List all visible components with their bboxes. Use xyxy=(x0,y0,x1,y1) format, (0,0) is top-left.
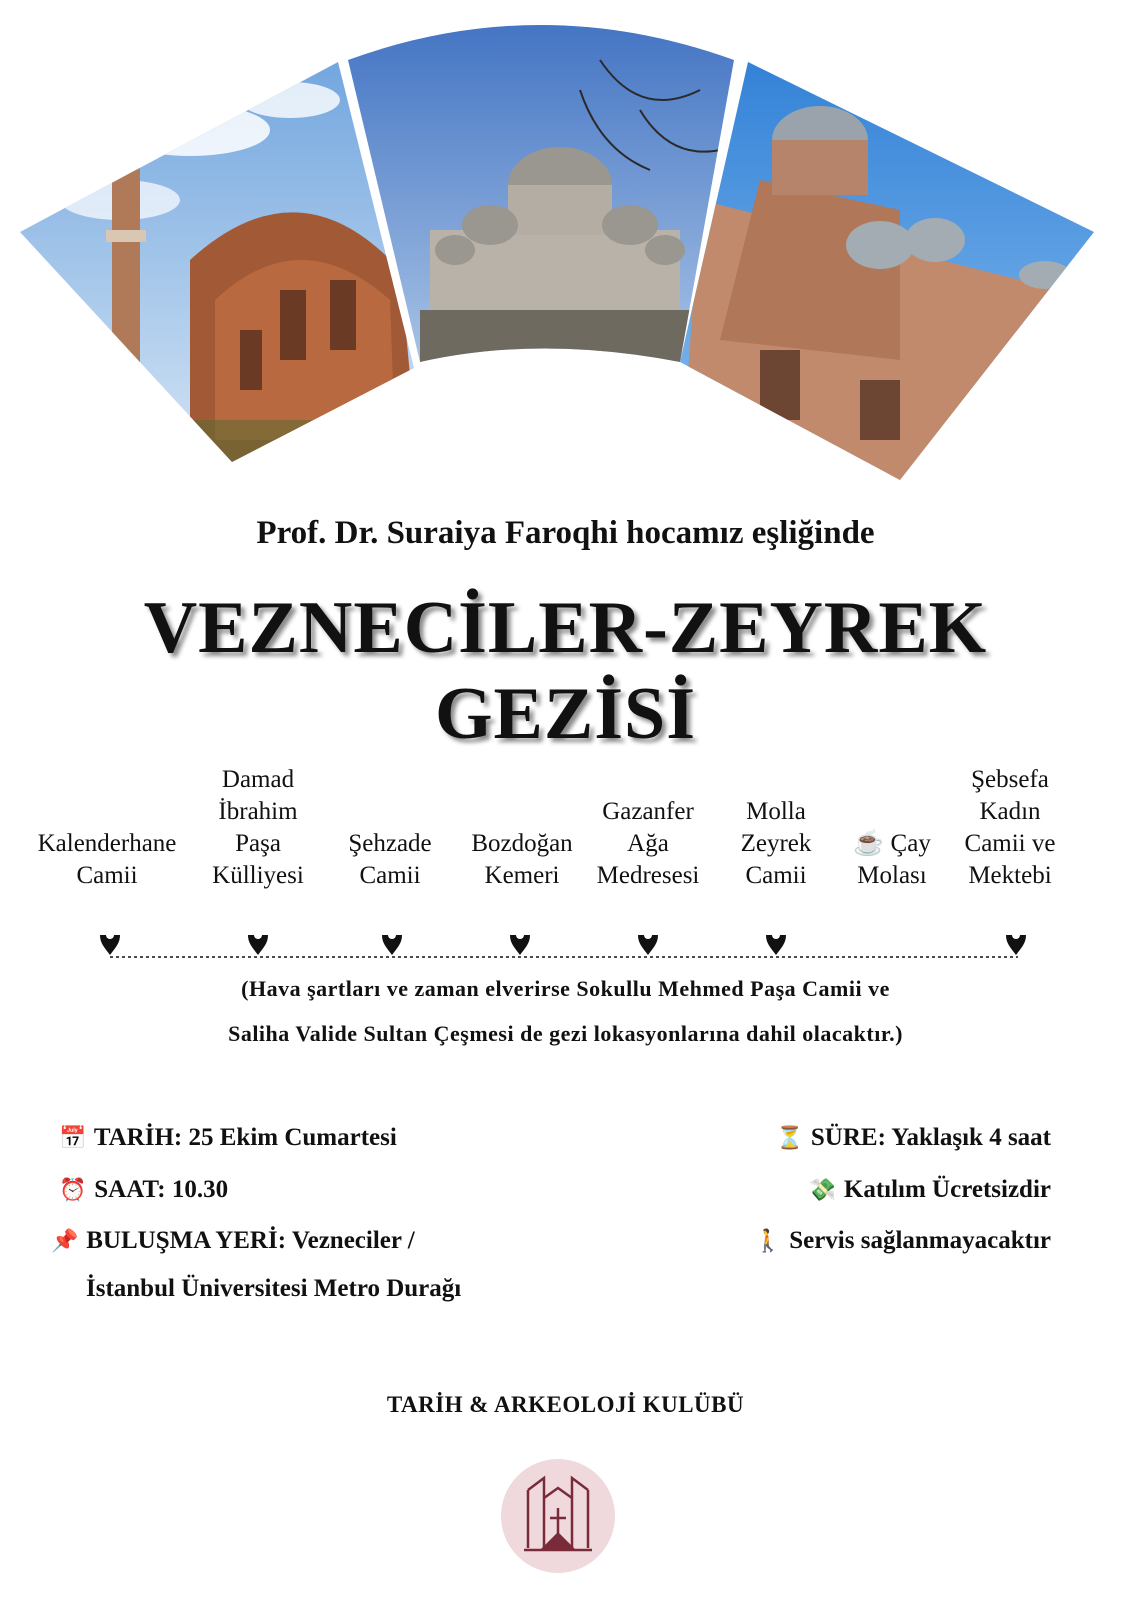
title-line-2: GEZİSİ xyxy=(434,673,697,755)
tea-cup-icon: ☕ xyxy=(853,830,885,857)
route-stop: Gazanfer Ağa Medresesi xyxy=(596,798,700,889)
map-pin-icon xyxy=(1006,935,1026,955)
duration-value: Yaklaşık 4 saat xyxy=(891,1124,1051,1151)
club-logo-icon xyxy=(500,1458,616,1574)
map-pin-icon xyxy=(248,935,268,955)
meeting-info xyxy=(50,1227,415,1255)
date-value: 25 Ekim Cumartesi xyxy=(188,1124,397,1151)
route-note-line-1: (Hava şartları ve zaman elverirse Sokullu Mehmed Paşa Camii ve xyxy=(241,976,890,1001)
alarm-clock-icon: ⏰ xyxy=(59,1177,87,1202)
meeting-info-line-2: İstanbul Üniversitesi Metro Durağı xyxy=(86,1275,462,1302)
map-pin-icon xyxy=(382,935,402,955)
subtitle: Prof. Dr. Suraiya Faroqhi hocamız eşliğinde xyxy=(256,515,875,551)
zeyrek-photo xyxy=(670,40,1110,490)
meeting-value: Vezneciler / xyxy=(291,1227,415,1254)
route-stop: Kalenderhane Camii xyxy=(37,830,177,889)
map-pin-icon xyxy=(766,935,786,955)
map-pin-icon xyxy=(100,935,120,955)
route-line xyxy=(0,935,1131,975)
map-pin-icon xyxy=(638,935,658,955)
route-stop-tea xyxy=(853,828,931,892)
pushpin-icon: 📌 xyxy=(51,1228,79,1253)
title-line-1: VEZNECİLER-ZEYREK xyxy=(143,587,988,669)
time-label: SAAT: xyxy=(94,1176,166,1203)
fee-value: Katılım Ücretsizdir xyxy=(843,1176,1051,1203)
duration-label: SÜRE: xyxy=(810,1124,886,1151)
date-info xyxy=(58,1124,397,1152)
calendar-icon: 📅 xyxy=(59,1125,87,1150)
event-title xyxy=(0,585,1131,757)
money-icon: 💸 xyxy=(808,1177,837,1202)
route-stop: Şehzade Camii xyxy=(348,830,432,889)
tea-stop-line-1 xyxy=(853,828,931,860)
header-photo-fan xyxy=(0,0,1131,490)
walking-person-icon: 🚶 xyxy=(754,1228,782,1253)
route-stop: Damad İbrahim Paşa Külliyesi xyxy=(212,766,304,889)
time-value: 10.30 xyxy=(171,1176,229,1203)
hourglass-icon: ⏳ xyxy=(775,1125,804,1150)
map-pin-icon xyxy=(510,935,530,955)
tea-stop-label-2: Molası xyxy=(857,862,927,889)
route-stop: Şebsefa Kadın Camii ve Mektebi xyxy=(964,766,1056,889)
tea-stop-label-1: Çay xyxy=(890,830,931,857)
meeting-label: BULUŞMA YERİ: xyxy=(86,1227,287,1254)
transport-value: Servis sağlanmayacaktır xyxy=(789,1227,1051,1254)
club-name: TARİH & ARKEOLOJİ KULÜBÜ xyxy=(386,1392,745,1417)
route-stop: Molla Zeyrek Camii xyxy=(740,798,812,889)
time-info xyxy=(58,1176,228,1204)
fee-info xyxy=(808,1176,1051,1204)
route-note-line-2: Saliha Valide Sultan Çeşmesi de gezi lokasyonlarına dahil olacaktır.) xyxy=(228,1021,903,1046)
duration-info xyxy=(775,1124,1051,1152)
route-stop: Bozdoğan Kemeri xyxy=(471,830,573,889)
transport-info xyxy=(753,1227,1051,1255)
route-pins xyxy=(100,935,1026,955)
date-label: TARİH: xyxy=(93,1124,183,1151)
